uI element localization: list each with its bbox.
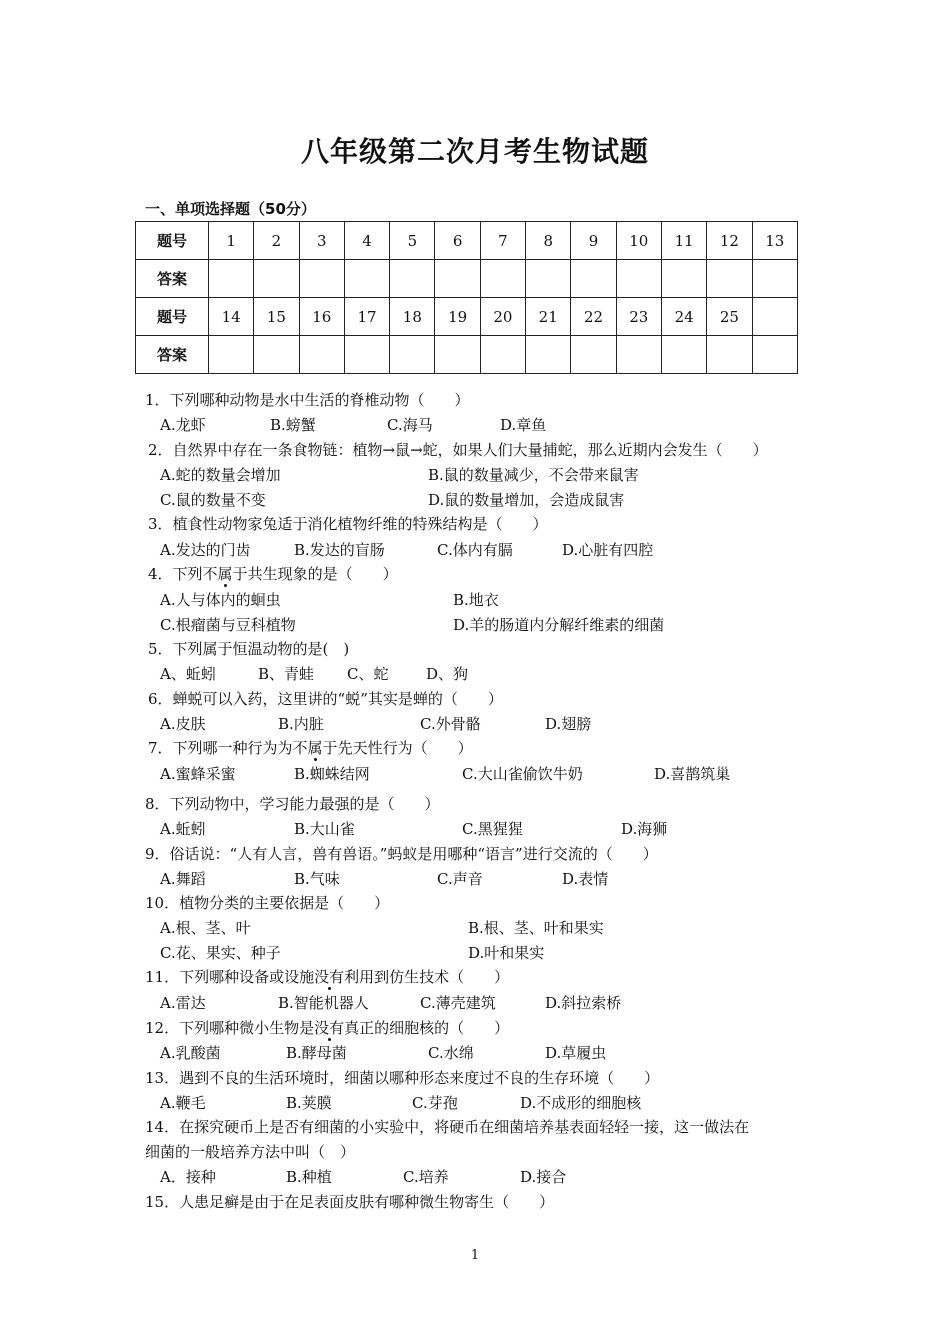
- question-14-stem: 14．在探究硬币上是否有细菌的小实验中，将硬币在细菌培养基表面轻轻一接，这一做法在: [145, 1118, 750, 1136]
- question-1-option-c[interactable]: C.海马: [387, 416, 433, 434]
- stem-text: 12．下列哪种微小生物是: [145, 1019, 315, 1037]
- question-9-stem: 9．俗话说：“人有人言，兽有兽语。”蚂蚁是用哪种“语言”进行交流的（ ）: [145, 845, 658, 863]
- question-1-stem: 1．下列哪种动物是水中生活的脊椎动物（ ）: [145, 391, 470, 409]
- question-number-cell: 7: [480, 222, 525, 260]
- answer-cell[interactable]: [390, 260, 435, 298]
- question-2-stem: 2．自然界中存在一条食物链：植物→鼠→蛇，如果人们大量捕蛇，那么近期内会发生（ ）: [148, 441, 768, 459]
- question-12-stem: [145, 1018, 509, 1038]
- answer-cell[interactable]: [571, 260, 616, 298]
- question-9-option-c[interactable]: C.声音: [437, 870, 483, 888]
- emphasis-text: 没有: [314, 1019, 345, 1037]
- stem-text: 4．下列: [148, 565, 203, 583]
- question-10-option-a[interactable]: A.根、茎、叶: [160, 919, 251, 937]
- table-row: [136, 298, 798, 336]
- question-9-option-d[interactable]: D.表情: [562, 870, 609, 888]
- question-13-option-a[interactable]: A.鞭毛: [160, 1094, 206, 1112]
- question-1-option-d[interactable]: D.章鱼: [500, 416, 547, 434]
- question-number-cell: 18: [390, 298, 435, 336]
- question-7-option-a[interactable]: A.蜜蜂采蜜: [160, 765, 236, 783]
- question-number-cell: 19: [435, 298, 480, 336]
- question-5-option-a[interactable]: A、蚯蚓: [160, 665, 216, 683]
- question-5-option-b[interactable]: B、青蛙: [258, 665, 315, 683]
- question-6-option-c[interactable]: C.外骨骼: [420, 715, 481, 733]
- answer-cell[interactable]: [571, 336, 616, 374]
- page-title: 八年级第二次月考生物试题: [300, 135, 649, 168]
- question-4-option-a[interactable]: A.人与体内的蛔虫: [160, 591, 281, 609]
- table-row: [136, 260, 798, 298]
- answer-cell[interactable]: [390, 336, 435, 374]
- question-8-option-a[interactable]: A.蚯蚓: [160, 820, 206, 838]
- answer-cell[interactable]: [707, 336, 752, 374]
- answer-table: [135, 221, 798, 374]
- question-number-cell: 17: [344, 298, 389, 336]
- question-3-option-d[interactable]: D.心脏有四腔: [562, 541, 654, 559]
- question-number-cell: 20: [480, 298, 525, 336]
- question-14-option-b[interactable]: B.种植: [286, 1168, 332, 1186]
- answer-cell[interactable]: [707, 260, 752, 298]
- answer-cell[interactable]: [526, 336, 571, 374]
- question-number-cell: 21: [526, 298, 571, 336]
- question-14-option-d[interactable]: D.接合: [520, 1168, 567, 1186]
- stem-text: 11．下列哪种设备或设施: [145, 968, 315, 986]
- answer-cell[interactable]: [435, 260, 480, 298]
- question-13-option-d[interactable]: D.不成形的细胞核: [520, 1094, 642, 1112]
- answer-cell[interactable]: [435, 336, 480, 374]
- question-14-option-c[interactable]: C.培养: [403, 1168, 449, 1186]
- question-number-cell: 25: [707, 298, 752, 336]
- question-7-option-d[interactable]: D.喜鹊筑巢: [654, 765, 731, 783]
- question-6-option-b[interactable]: B.内脏: [278, 715, 324, 733]
- question-1-option-b[interactable]: B.螃蟹: [270, 416, 316, 434]
- question-7-stem: [148, 738, 473, 758]
- emphasis-text: 没有: [314, 968, 345, 986]
- answer-cell[interactable]: [526, 260, 571, 298]
- question-2-option-d[interactable]: D.鼠的数量增加，会造成鼠害: [428, 491, 625, 509]
- question-14-option-a[interactable]: A．接种: [160, 1168, 216, 1186]
- answer-cell[interactable]: [209, 260, 254, 298]
- question-7-option-b[interactable]: B.蜘蛛结网: [294, 765, 370, 783]
- question-6-stem: 6．蝉蜕可以入药，这里讲的“蜕”其实是蝉的（ ）: [148, 690, 503, 708]
- question-number-cell: 14: [209, 298, 254, 336]
- answer-cell[interactable]: [480, 336, 525, 374]
- question-13-option-b[interactable]: B.荚膜: [286, 1094, 332, 1112]
- question-1-option-a[interactable]: A.龙虾: [160, 416, 206, 434]
- row-label: 题号: [136, 298, 209, 336]
- answer-cell[interactable]: [661, 260, 706, 298]
- row-label: 答案: [136, 260, 209, 298]
- answer-cell[interactable]: [752, 260, 797, 298]
- question-10-stem: 10．植物分类的主要依据是（ ）: [145, 894, 390, 912]
- section-heading: 一、单项选择题（50分）: [145, 200, 316, 218]
- stem-text: 先天性行为（ ）: [337, 739, 473, 757]
- stem-text: 共生现象的是（ ）: [247, 565, 398, 583]
- table-row: [136, 222, 798, 260]
- question-number-cell: 2: [254, 222, 299, 260]
- question-8-stem: 8．下列动物中，学习能力最强的是（ ）: [145, 795, 440, 813]
- answer-cell[interactable]: [344, 260, 389, 298]
- question-number-cell: 22: [571, 298, 616, 336]
- question-3-option-b[interactable]: B.发达的盲肠: [294, 541, 385, 559]
- question-12-option-d[interactable]: D.草履虫: [545, 1044, 607, 1062]
- question-11-option-a[interactable]: A.雷达: [160, 994, 206, 1012]
- question-number-cell: 1: [209, 222, 254, 260]
- question-12-option-b[interactable]: B.酵母菌: [286, 1044, 347, 1062]
- answer-cell[interactable]: [661, 336, 706, 374]
- question-10-option-b[interactable]: B.根、茎、叶和果实: [468, 919, 604, 937]
- question-number-cell: 3: [299, 222, 344, 260]
- question-13-option-c[interactable]: C.芽孢: [412, 1094, 458, 1112]
- question-15-stem: 15．人患足癣是由于在足表面皮肤有哪种微生物寄生（ ）: [145, 1193, 555, 1211]
- question-2-option-c[interactable]: C.鼠的数量不变: [160, 491, 266, 509]
- question-5-option-d[interactable]: D、狗: [426, 665, 469, 683]
- answer-cell[interactable]: [752, 336, 797, 374]
- answer-cell[interactable]: [616, 336, 661, 374]
- answer-cell[interactable]: [209, 336, 254, 374]
- row-label: 答案: [136, 336, 209, 374]
- stem-text: 真正的细胞核的（ ）: [344, 1019, 510, 1037]
- question-number-cell: 9: [571, 222, 616, 260]
- question-2-option-a[interactable]: A.蛇的数量会增加: [160, 466, 281, 484]
- row-label: 题号: [136, 222, 209, 260]
- emphasis-text: 不属于: [202, 565, 248, 583]
- question-number-cell: 15: [254, 298, 299, 336]
- question-number-cell: 12: [707, 222, 752, 260]
- question-12-option-a[interactable]: A.乳酸菌: [160, 1044, 221, 1062]
- question-number-cell: 8: [526, 222, 571, 260]
- answer-cell[interactable]: [480, 260, 525, 298]
- question-7-option-c[interactable]: C.大山雀偷饮牛奶: [462, 765, 583, 783]
- question-8-option-c[interactable]: C.黑猩猩: [462, 820, 523, 838]
- question-10-option-d[interactable]: D.叶和果实: [468, 944, 545, 962]
- stem-text: 利用到仿生技术（ ）: [344, 968, 510, 986]
- table-row: [136, 336, 798, 374]
- answer-cell[interactable]: [254, 260, 299, 298]
- question-number-cell: [752, 298, 797, 336]
- question-11-stem: [145, 967, 509, 987]
- question-number-cell: 24: [661, 298, 706, 336]
- question-11-option-d[interactable]: D.斜拉索桥: [545, 994, 622, 1012]
- question-6-option-d[interactable]: D.翅膀: [545, 715, 592, 733]
- question-3-option-c[interactable]: C.体内有膈: [437, 541, 513, 559]
- answer-cell[interactable]: [254, 336, 299, 374]
- question-11-option-c[interactable]: C.薄壳建筑: [420, 994, 496, 1012]
- question-4-stem: [148, 564, 398, 584]
- question-number-cell: 5: [390, 222, 435, 260]
- question-4-option-d[interactable]: D.羊的肠道内分解纤维素的细菌: [453, 616, 665, 634]
- question-3-option-a[interactable]: A.发达的门齿: [160, 541, 251, 559]
- question-10-option-c[interactable]: C.花、果实、种子: [160, 944, 281, 962]
- question-3-stem: 3．植食性动物家兔适于消化植物纤维的特殊结构是（ ）: [148, 515, 548, 533]
- question-number-cell: 11: [661, 222, 706, 260]
- question-6-option-a[interactable]: A.皮肤: [160, 715, 206, 733]
- question-2-option-b[interactable]: B.鼠的数量减少，不会带来鼠害: [428, 466, 639, 484]
- question-14-stem-cont: 细菌的一般培养方法中叫（ ）: [145, 1143, 356, 1161]
- question-number-cell: 6: [435, 222, 480, 260]
- question-number-cell: 16: [299, 298, 344, 336]
- question-13-stem: 13．遇到不良的生活环境时，细菌以哪种形态来度过不良的生存环境（ ）: [145, 1069, 660, 1087]
- question-12-option-c[interactable]: C.水绵: [428, 1044, 474, 1062]
- answer-cell[interactable]: [616, 260, 661, 298]
- question-9-option-b[interactable]: B.气味: [294, 870, 340, 888]
- answer-cell[interactable]: [299, 260, 344, 298]
- question-8-option-d[interactable]: D.海狮: [621, 820, 668, 838]
- question-11-option-b[interactable]: B.智能机器人: [278, 994, 369, 1012]
- question-5-stem: 5．下列属于恒温动物的是( ): [148, 640, 350, 658]
- stem-text: 7．下列哪一种行为为: [148, 739, 293, 757]
- question-number-cell: 4: [344, 222, 389, 260]
- question-4-option-c[interactable]: C.根瘤菌与豆科植物: [160, 616, 296, 634]
- question-number-cell: 10: [616, 222, 661, 260]
- emphasis-text: 不属于: [292, 739, 338, 757]
- question-5-option-c[interactable]: C、蛇: [347, 665, 389, 683]
- question-9-option-a[interactable]: A.舞蹈: [160, 870, 206, 888]
- question-number-cell: 23: [616, 298, 661, 336]
- question-number-cell: 13: [752, 222, 797, 260]
- answer-cell[interactable]: [299, 336, 344, 374]
- answer-cell[interactable]: [344, 336, 389, 374]
- page-number: 1: [470, 1248, 480, 1263]
- question-4-option-b[interactable]: B.地衣: [453, 591, 499, 609]
- question-8-option-b[interactable]: B.大山雀: [294, 820, 355, 838]
